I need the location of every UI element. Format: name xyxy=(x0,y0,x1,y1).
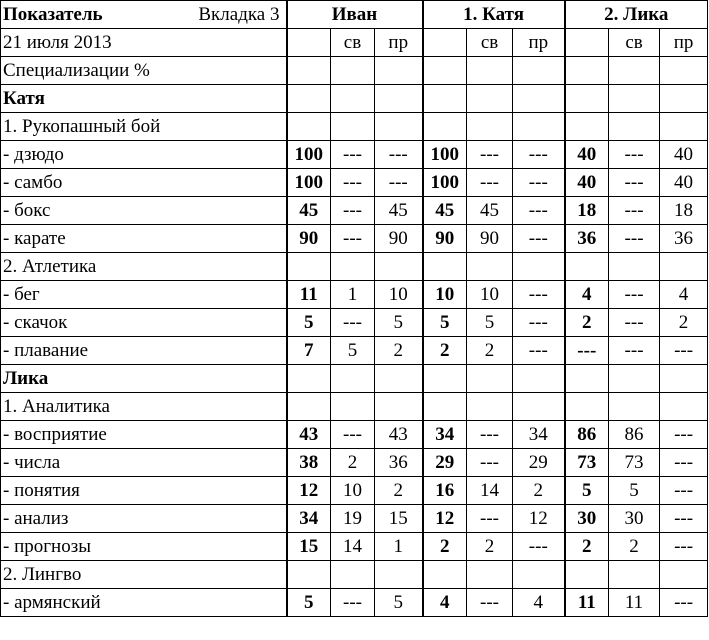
table-cell: 100 xyxy=(423,141,467,169)
table-cell: 18 xyxy=(565,197,609,225)
table-cell: --- xyxy=(660,589,708,617)
table-cell: 2 xyxy=(609,533,660,561)
table-cell: 36 xyxy=(375,449,423,477)
table-cell: 2 xyxy=(565,533,609,561)
table-cell: --- xyxy=(513,337,565,365)
table-cell xyxy=(287,113,331,141)
table-cell: 30 xyxy=(609,505,660,533)
table-cell: 43 xyxy=(287,421,331,449)
section-row xyxy=(1,365,708,393)
table-cell: 7 xyxy=(287,337,331,365)
table-cell: --- xyxy=(513,533,565,561)
table-cell: --- xyxy=(513,281,565,309)
table-cell xyxy=(513,365,565,393)
table-cell: --- xyxy=(609,225,660,253)
table-cell: --- xyxy=(467,589,513,617)
table-cell xyxy=(660,253,708,281)
subheader-row xyxy=(1,253,708,281)
table-cell: --- xyxy=(331,141,375,169)
table-cell: --- xyxy=(467,421,513,449)
table-cell xyxy=(423,113,467,141)
table-cell xyxy=(375,365,423,393)
table-cell xyxy=(287,253,331,281)
table-cell xyxy=(609,57,660,85)
table-cell: 5 xyxy=(375,309,423,337)
header-date: 21 июля 2013 xyxy=(1,29,287,57)
table-cell xyxy=(660,113,708,141)
table-cell xyxy=(375,85,423,113)
sub-header-sv: св xyxy=(331,29,375,57)
table-cell: 12 xyxy=(513,505,565,533)
sub-header-sv: св xyxy=(467,29,513,57)
table-cell: 12 xyxy=(423,505,467,533)
table-cell: --- xyxy=(467,449,513,477)
table-cell: 100 xyxy=(423,169,467,197)
table-cell xyxy=(331,253,375,281)
sub-header-pr: пр xyxy=(375,29,423,57)
row-label: - самбо xyxy=(1,169,287,197)
table-cell: --- xyxy=(513,225,565,253)
table-cell: 15 xyxy=(375,505,423,533)
table-cell xyxy=(287,57,331,85)
group-lika-header: 2. Лика xyxy=(565,1,708,29)
table-cell: --- xyxy=(660,337,708,365)
row-label: 2. Атлетика xyxy=(1,253,287,281)
table-cell: 45 xyxy=(375,197,423,225)
table-cell xyxy=(609,85,660,113)
table-cell xyxy=(513,57,565,85)
row-label: - числа xyxy=(1,449,287,477)
section-row xyxy=(1,85,708,113)
table-cell: 73 xyxy=(609,449,660,477)
table-row xyxy=(1,225,708,253)
table-cell: 2 xyxy=(331,449,375,477)
row-label: - бег xyxy=(1,281,287,309)
table-cell: 34 xyxy=(513,421,565,449)
table-cell: 2 xyxy=(660,309,708,337)
sub-header-cell xyxy=(423,29,467,57)
table-cell xyxy=(375,253,423,281)
sub-header-pr: пр xyxy=(660,29,708,57)
subheader-row xyxy=(1,57,708,85)
table-cell: 2 xyxy=(375,477,423,505)
row-label: - карате xyxy=(1,225,287,253)
table-cell: 2 xyxy=(423,533,467,561)
table-cell: 40 xyxy=(565,141,609,169)
table-cell: 43 xyxy=(375,421,423,449)
table-cell: --- xyxy=(609,141,660,169)
table-row xyxy=(1,533,708,561)
table-cell: --- xyxy=(331,309,375,337)
table-cell: 45 xyxy=(423,197,467,225)
row-label: 1. Аналитика xyxy=(1,393,287,421)
table-cell xyxy=(423,561,467,589)
table-cell: --- xyxy=(513,309,565,337)
table-cell: --- xyxy=(375,141,423,169)
header-row-1 xyxy=(1,1,708,29)
table-cell xyxy=(375,57,423,85)
table-cell xyxy=(609,253,660,281)
table-cell: --- xyxy=(331,169,375,197)
table-cell: --- xyxy=(375,169,423,197)
table-cell: --- xyxy=(467,169,513,197)
table-cell: --- xyxy=(513,141,565,169)
row-label: - бокс xyxy=(1,197,287,225)
table-cell xyxy=(375,393,423,421)
table-cell xyxy=(375,561,423,589)
table-cell: --- xyxy=(565,337,609,365)
row-label: 2. Лингво xyxy=(1,561,287,589)
row-label: - восприятие xyxy=(1,421,287,449)
table-cell: 4 xyxy=(423,589,467,617)
row-label: - понятия xyxy=(1,477,287,505)
table-cell: 36 xyxy=(565,225,609,253)
table-cell: --- xyxy=(609,309,660,337)
table-cell xyxy=(513,393,565,421)
table-cell: 18 xyxy=(660,197,708,225)
row-label: Специализации % xyxy=(1,57,287,85)
table-cell: 2 xyxy=(467,337,513,365)
table-cell: --- xyxy=(513,169,565,197)
table-cell: 5 xyxy=(609,477,660,505)
table-cell xyxy=(565,57,609,85)
table-cell: 29 xyxy=(423,449,467,477)
row-label: 1. Рукопашный бой xyxy=(1,113,287,141)
table-cell xyxy=(287,561,331,589)
header-title: Показатель xyxy=(3,4,103,25)
sub-header-cell xyxy=(565,29,609,57)
table-cell xyxy=(609,561,660,589)
table-cell: --- xyxy=(331,197,375,225)
group-katya-header: 1. Катя xyxy=(423,1,565,29)
table-row xyxy=(1,477,708,505)
row-label: - скачок xyxy=(1,309,287,337)
table-cell: --- xyxy=(331,589,375,617)
table-row xyxy=(1,141,708,169)
table-cell xyxy=(467,253,513,281)
table-cell xyxy=(565,85,609,113)
table-cell: 5 xyxy=(375,589,423,617)
table-cell xyxy=(513,253,565,281)
table-cell: 30 xyxy=(565,505,609,533)
table-cell xyxy=(423,57,467,85)
table-row xyxy=(1,421,708,449)
sub-header-cell xyxy=(287,29,331,57)
table-cell xyxy=(331,393,375,421)
table-cell xyxy=(423,393,467,421)
table-cell: 40 xyxy=(565,169,609,197)
table-row xyxy=(1,337,708,365)
table-cell xyxy=(565,365,609,393)
table-cell xyxy=(331,113,375,141)
table-cell: 1 xyxy=(375,533,423,561)
table-cell: 14 xyxy=(467,477,513,505)
group-ivan-header: Иван xyxy=(287,1,423,29)
table-cell xyxy=(513,113,565,141)
table-cell: 2 xyxy=(423,337,467,365)
table-cell: --- xyxy=(331,225,375,253)
table-cell: 5 xyxy=(423,309,467,337)
table-cell xyxy=(287,365,331,393)
table-cell: --- xyxy=(660,533,708,561)
table-cell: 14 xyxy=(331,533,375,561)
table-cell: --- xyxy=(609,281,660,309)
table-row xyxy=(1,309,708,337)
table-cell: 90 xyxy=(287,225,331,253)
table-cell: 29 xyxy=(513,449,565,477)
row-label: - армянский xyxy=(1,589,287,617)
table-cell: 11 xyxy=(609,589,660,617)
table-cell: 4 xyxy=(513,589,565,617)
table-row xyxy=(1,169,708,197)
table-cell: 10 xyxy=(331,477,375,505)
table-cell: 86 xyxy=(609,421,660,449)
table-cell: 5 xyxy=(565,477,609,505)
table-cell: 38 xyxy=(287,449,331,477)
table-cell: 12 xyxy=(287,477,331,505)
table-cell: 10 xyxy=(375,281,423,309)
table-cell: --- xyxy=(660,449,708,477)
table-cell xyxy=(467,561,513,589)
table-cell: 15 xyxy=(287,533,331,561)
table-row xyxy=(1,281,708,309)
table-cell: --- xyxy=(513,197,565,225)
table-cell: 45 xyxy=(467,197,513,225)
table-row xyxy=(1,589,708,617)
table-cell: --- xyxy=(467,505,513,533)
table-cell: 19 xyxy=(331,505,375,533)
table-cell: 2 xyxy=(375,337,423,365)
header-row-2 xyxy=(1,29,708,57)
table-row xyxy=(1,449,708,477)
table-cell: 40 xyxy=(660,141,708,169)
table-cell xyxy=(331,561,375,589)
table-cell: --- xyxy=(467,141,513,169)
table-cell xyxy=(565,253,609,281)
sub-header-pr: пр xyxy=(513,29,565,57)
table-cell xyxy=(513,561,565,589)
table-cell: 34 xyxy=(423,421,467,449)
table-cell: 16 xyxy=(423,477,467,505)
table-cell: --- xyxy=(660,505,708,533)
table-cell: 2 xyxy=(467,533,513,561)
table-cell: 5 xyxy=(287,589,331,617)
row-label: - анализ xyxy=(1,505,287,533)
table-cell: 2 xyxy=(513,477,565,505)
table-cell xyxy=(565,393,609,421)
subheader-row xyxy=(1,113,708,141)
table-cell: 90 xyxy=(423,225,467,253)
row-label: Катя xyxy=(1,85,287,113)
row-label: Лика xyxy=(1,365,287,393)
table-cell: 36 xyxy=(660,225,708,253)
table-cell: 100 xyxy=(287,141,331,169)
row-label: - прогнозы xyxy=(1,533,287,561)
table-cell xyxy=(423,85,467,113)
row-label: - дзюдо xyxy=(1,141,287,169)
table-cell xyxy=(467,113,513,141)
header-tab: Вкладка 3 xyxy=(198,4,280,25)
header-title-cell xyxy=(1,1,287,29)
table-cell: 90 xyxy=(467,225,513,253)
table-cell: --- xyxy=(331,421,375,449)
table-cell xyxy=(467,57,513,85)
table-cell xyxy=(331,85,375,113)
subheader-row xyxy=(1,561,708,589)
table-cell xyxy=(467,365,513,393)
table-cell: 45 xyxy=(287,197,331,225)
table-cell: --- xyxy=(660,477,708,505)
subheader-row xyxy=(1,393,708,421)
table-cell: 73 xyxy=(565,449,609,477)
table-cell: 5 xyxy=(467,309,513,337)
table-cell: 86 xyxy=(565,421,609,449)
table-cell: 10 xyxy=(423,281,467,309)
table-cell: --- xyxy=(609,197,660,225)
table-cell: --- xyxy=(609,169,660,197)
table-row xyxy=(1,505,708,533)
table-cell: 4 xyxy=(660,281,708,309)
table-cell xyxy=(609,365,660,393)
sub-header-sv: св xyxy=(609,29,660,57)
table-cell: --- xyxy=(609,337,660,365)
table-cell xyxy=(375,113,423,141)
table-cell: 90 xyxy=(375,225,423,253)
table-cell xyxy=(287,85,331,113)
table-cell: 1 xyxy=(331,281,375,309)
table-cell xyxy=(331,365,375,393)
table-cell xyxy=(287,393,331,421)
table-cell: 40 xyxy=(660,169,708,197)
row-label: - плавание xyxy=(1,337,287,365)
table-cell xyxy=(565,561,609,589)
table-cell: 10 xyxy=(467,281,513,309)
table-cell: 5 xyxy=(287,309,331,337)
table-cell xyxy=(331,57,375,85)
table-cell: 100 xyxy=(287,169,331,197)
table-cell: 5 xyxy=(331,337,375,365)
table-cell xyxy=(660,561,708,589)
table-cell: 11 xyxy=(565,589,609,617)
table-cell xyxy=(467,85,513,113)
table-cell: 4 xyxy=(565,281,609,309)
table-cell xyxy=(467,393,513,421)
table-cell xyxy=(660,85,708,113)
table-cell: 2 xyxy=(565,309,609,337)
table-cell xyxy=(660,393,708,421)
table-cell xyxy=(513,85,565,113)
table-cell xyxy=(565,113,609,141)
table-cell: 34 xyxy=(287,505,331,533)
table-row xyxy=(1,197,708,225)
table-cell xyxy=(423,253,467,281)
table-cell xyxy=(609,113,660,141)
table-cell xyxy=(423,365,467,393)
table-cell xyxy=(660,365,708,393)
table-cell: 11 xyxy=(287,281,331,309)
table-cell: --- xyxy=(660,421,708,449)
table-cell xyxy=(660,57,708,85)
table-cell xyxy=(609,393,660,421)
